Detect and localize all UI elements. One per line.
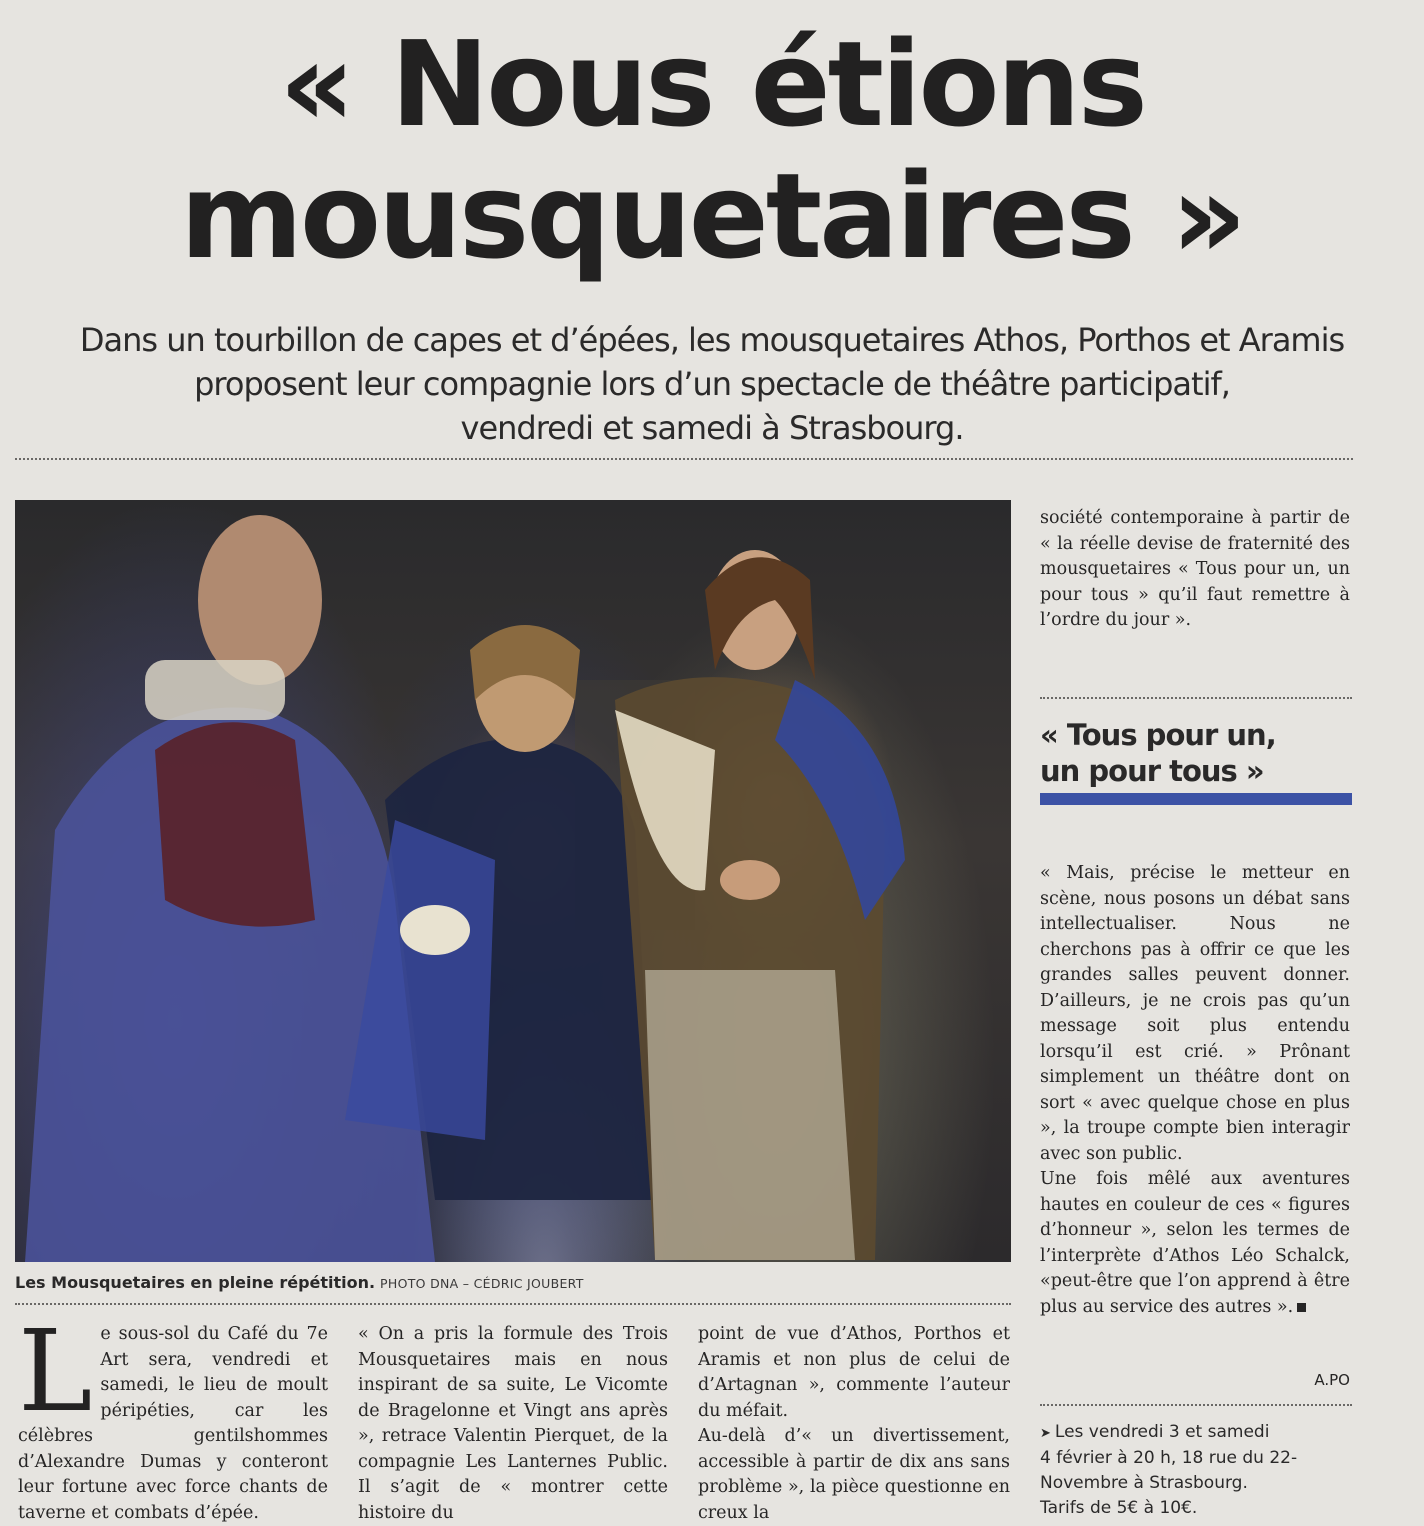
article-column-3 xyxy=(698,1322,1010,1522)
photo-caption xyxy=(15,1271,1011,1296)
intertitle-blue-rule xyxy=(1040,793,1352,805)
intertitle xyxy=(1040,717,1350,789)
caption-text: Les Mousquetaires en pleine répétition. xyxy=(15,1273,376,1292)
arrow-icon: ➤ xyxy=(1040,1426,1051,1441)
author-signature: A.PO xyxy=(1314,1371,1350,1389)
subheadline xyxy=(10,318,1414,450)
left-figure-doublet xyxy=(155,722,315,926)
column-4-paragraph-1: « Mais, précise le metteur en scène, nous posons un débat sans intellectualiser. Nous ne cherchons pas à offrir ce que les grandes salles peuvent donner. D’ailleurs, je ne crois pas qu’un message soit plus entendu lorsqu’il est crié. » Prônant simplement un théâtre dont on sort « avec quelque chose en plus », la troupe compte bien interagir avec son public. xyxy=(1040,863,1350,1164)
photo-credit: PHOTO DNA – CÉDRIC JOUBERT xyxy=(380,1276,584,1291)
right-figure-breeches xyxy=(645,970,855,1260)
drop-cap: L xyxy=(18,1322,93,1437)
article-photo xyxy=(15,500,1011,1262)
column-4-paragraph-2-text: Une fois mêlé aux aventures hautes en couleur de ces « figures d’honneur », selon les termes de l’interprète d’Athos Léo Schalck, «peut-être que l’on apprend à être plus au service des autres ». xyxy=(1040,1169,1350,1317)
infobox-line-1-text: Les vendredi 3 et samedi xyxy=(1054,1422,1270,1442)
hand-right xyxy=(720,860,780,900)
article-column-4-body xyxy=(1040,861,1350,1320)
column-4-top-text: société contemporaine à partir de « la réelle devise de fraternité des mousquetaires « Tous pour un, un pour tous » qu’il faut remettre à l’ordre du jour ». xyxy=(1040,508,1350,630)
column-3-paragraph-1: point de vue d’Athos, Porthos et Aramis et non plus de celui de d’Artagnan », commente l’auteur du méfait. xyxy=(698,1324,1010,1421)
subheadline-line-3: vendredi et samedi à Strasbourg. xyxy=(460,409,964,447)
headline-line-1: « Nous étions xyxy=(279,15,1145,153)
infobox-line-2: 4 février à 20 h, 18 rue du 22- xyxy=(1040,1448,1298,1468)
infobox-line-3: Novembre à Strasbourg. xyxy=(1040,1473,1248,1493)
photo-illustration xyxy=(15,500,1011,1262)
infobox-separator xyxy=(1040,1404,1352,1406)
headline-line-2: mousquetaires » xyxy=(179,147,1244,285)
infobox-line-4: Tarifs de 5€ à 10€. xyxy=(1040,1498,1198,1518)
intertitle-line-1: « Tous pour un, xyxy=(1040,718,1276,752)
event-infobox xyxy=(1040,1420,1360,1521)
dotted-separator xyxy=(15,458,1353,460)
infobox-line-1 xyxy=(1040,1420,1360,1446)
column-3-paragraph-2: Au-delà d’« un divertissement, accessible à partir de dix ans sans problème », la pièce questionne en creux la xyxy=(698,1426,1010,1522)
article-column-2 xyxy=(358,1322,668,1522)
article-column-4-top xyxy=(1040,506,1350,634)
caption-separator xyxy=(15,1303,1011,1305)
headline xyxy=(0,15,1424,285)
handshake-left xyxy=(400,905,470,955)
intertitle-line-2: un pour tous » xyxy=(1040,754,1264,788)
article-column-1 xyxy=(18,1322,328,1522)
subheadline-line-2: proposent leur compagnie lors d’un spectacle de théâtre participatif, xyxy=(194,365,1230,403)
left-figure-collar xyxy=(145,660,285,720)
subheadline-line-1: Dans un tourbillon de capes et d’épées, les mousquetaires Athos, Porthos et Aramis xyxy=(79,321,1345,359)
intertitle-separator xyxy=(1040,697,1352,699)
end-of-article-mark xyxy=(1297,1303,1306,1312)
column-2-text: « On a pris la formule des Trois Mousquetaires mais en nous inspirant de sa suite, Le Vicomte de Bragelonne et Vingt ans après », retrace Valentin Pierquet, de la compagnie Les Lanternes Public. Il s’agit de « montrer cette histoire du xyxy=(358,1324,668,1522)
column-1-text: e sous-sol du Café du 7e Art sera, vendredi et samedi, le lieu de moult péripéties, car les célèbres gentilshommes d’Alexandre Dumas y conteront leur fortune avec force chants de taverne et combats d’épée. xyxy=(18,1324,328,1522)
left-figure-head xyxy=(198,515,322,685)
column-4-paragraph-2 xyxy=(1040,1167,1350,1320)
